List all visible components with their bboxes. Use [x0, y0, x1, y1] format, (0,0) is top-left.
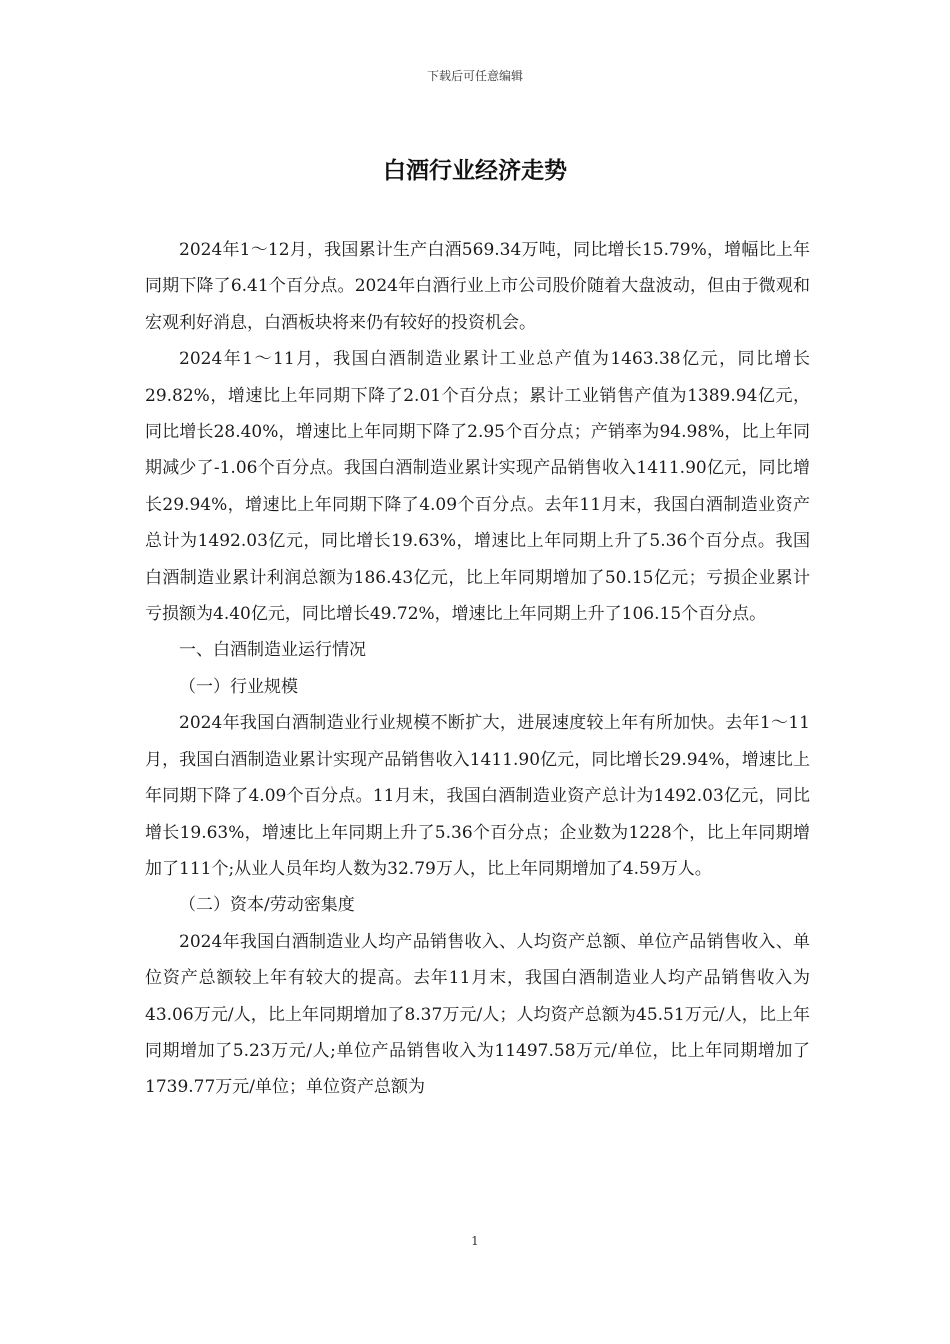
page-number: 1 — [471, 1234, 479, 1248]
document-body — [145, 232, 810, 1106]
subsection-heading-scale: （一）行业规模 — [179, 676, 298, 697]
subsection-heading-intensity: （二）资本/劳动密集度 — [179, 895, 355, 916]
section-heading-operations: 一、白酒制造业运行情况 — [179, 640, 366, 661]
document-title: 白酒行业经济走势 — [383, 158, 567, 184]
header-note: 下载后可任意编辑 — [426, 69, 523, 83]
paragraph-capital-labor: 2024年我国白酒制造业人均产品销售收入、人均资产总额、单位产品销售收入、单位资产总额较上年有较大的提高。去年11月末，我国白酒制造业人均产品销售收入为43.06万元/人，比上年同期增加了8.37万元/人；人均资产总额为45.51万元/人，比上年同期增加了5.23万元/人;单位产品销售收入为11497.58万元/单位，比上年同期增加了1739.77万元/单位；单位资产总额为 — [145, 931, 810, 1098]
paragraph-output-stats: 2024年1～11月，我国白酒制造业累计工业总产值为1463.38亿元，同比增长29.82%，增速比上年同期下降了2.01个百分点；累计工业销售产值为1389.94亿元，同比增长28.40%，增速比上年同期下降了2.95个百分点；产销率为94.98%，比上年同期减少了-1.06个百分点。我国白酒制造业累计实现产品销售收入1411.90亿元，同比增长29.94%，增速比上年同期下降了4.09个百分点。去年11月末，我国白酒制造业资产总计为1492.03亿元，同比增长19.63%，增速比上年同期上升了5.36个百分点。我国白酒制造业累计利润总额为186.43亿元，比上年同期增加了50.15亿元；亏损企业累计亏损额为4.40亿元，同比增长49.72%，增速比上年同期上升了106.15个百分点。 — [145, 349, 810, 625]
paragraph-industry-scale: 2024年我国白酒制造业行业规模不断扩大，进展速度较上年有所加快。去年1～11月，我国白酒制造业累计实现产品销售收入1411.90亿元，同比增长29.94%，增速比上年同期下降了4.09个百分点。11月末，我国白酒制造业资产总计为1492.03亿元，同比增长19.63%，增速比上年同期上升了5.36个百分点；企业数为1228个，比上年同期增加了111个;从业人员年均人数为32.79万人，比上年同期增加了4.59万人。 — [145, 713, 811, 879]
paragraph-intro: 2024年1～12月，我国累计生产白酒569.34万吨，同比增长15.79%，增幅比上年同期下降了6.41个百分点。2024年白酒行业上市公司股价随着大盘波动，但由于微观和宏观利好消息，白酒板块将来仍有较好的投资机会。 — [145, 240, 810, 333]
